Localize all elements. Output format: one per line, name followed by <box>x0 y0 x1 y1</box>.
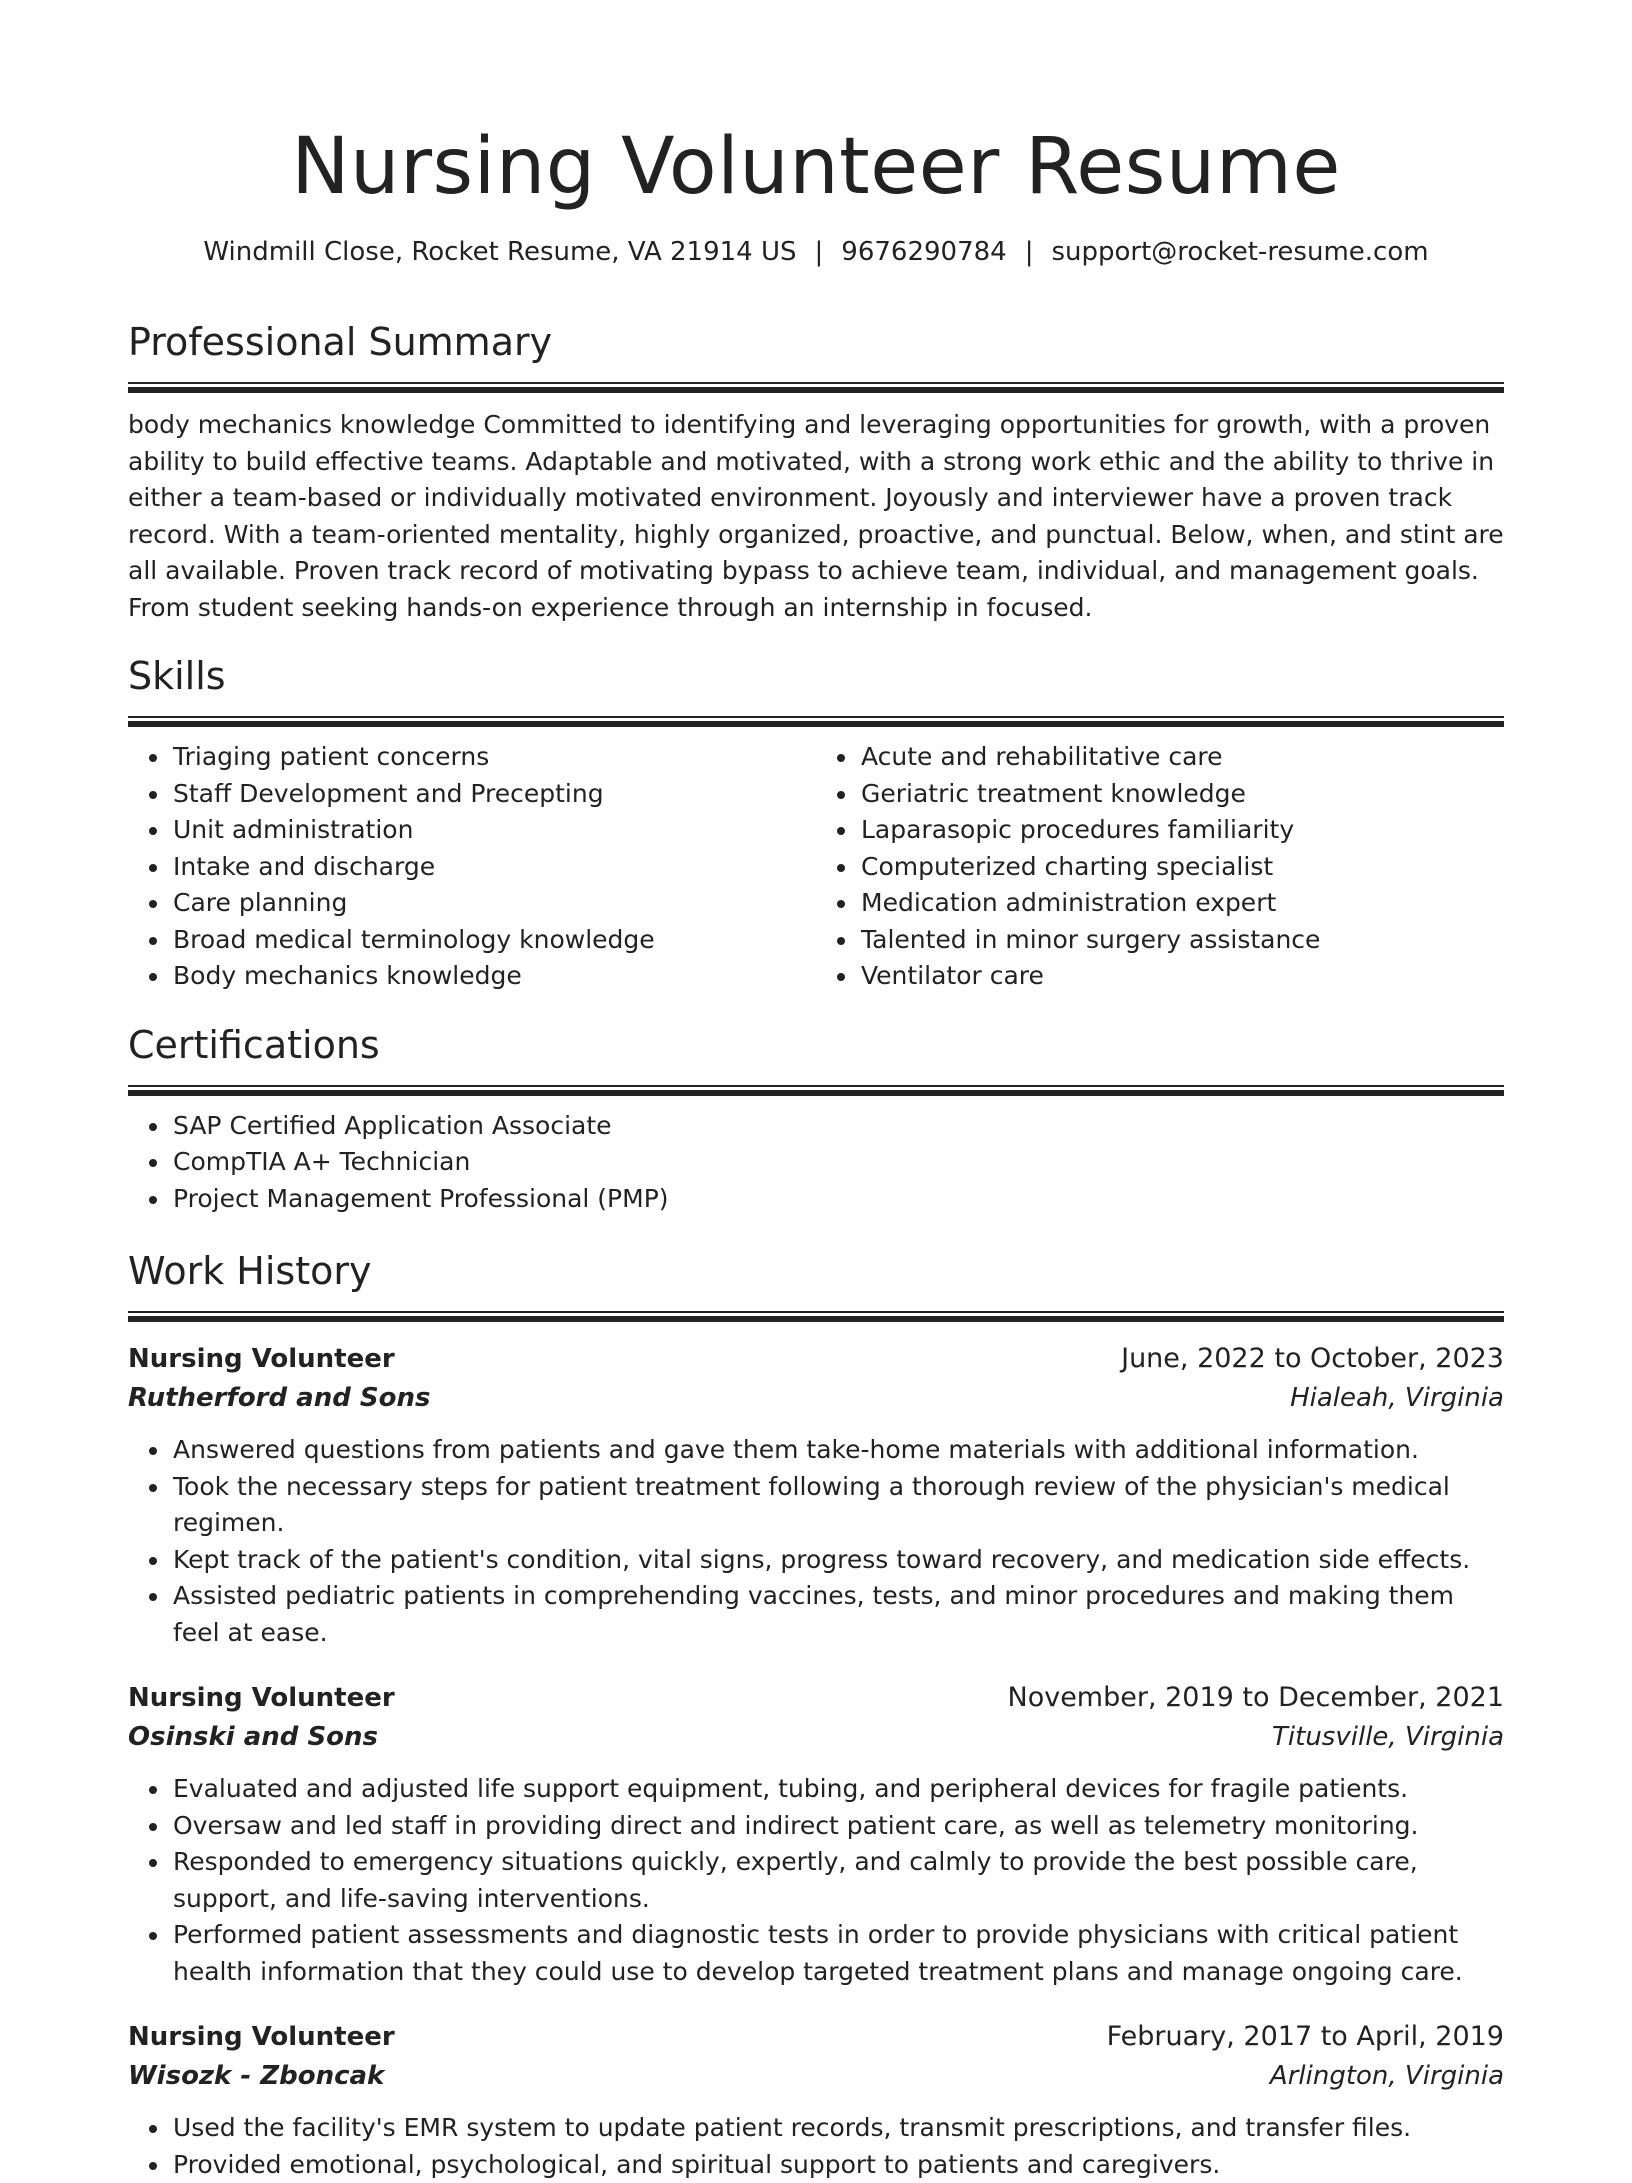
job-company: Wisozk - Zboncak <box>128 2056 384 2096</box>
job-duties <box>128 1771 1504 1990</box>
section-divider <box>128 1085 1504 1096</box>
contact-email: support@rocket-resume.com <box>1051 237 1428 267</box>
skill-item: • Intake and discharge <box>171 849 816 886</box>
job-dates: June, 2022 to October, 2023 <box>1121 1340 1504 1378</box>
job-location: Arlington, Virginia <box>1270 2056 1504 2096</box>
job-location: Hialeah, Virginia <box>1290 1378 1504 1418</box>
skill-item: • Ventilator care <box>859 958 1504 995</box>
certification-item: • SAP Certified Application Associate <box>171 1108 1504 1145</box>
certification-item: • Project Management Professional (PMP) <box>171 1181 1504 1218</box>
section-divider <box>128 1311 1504 1322</box>
job-location: Titusville, Virginia <box>1272 1717 1504 1757</box>
certification-item: • CompTIA A+ Technician <box>171 1144 1504 1181</box>
job-company: Osinski and Sons <box>128 1717 378 1757</box>
skill-item: • Unit administration <box>171 812 816 849</box>
contact-separator: | <box>1007 234 1052 270</box>
job-duty: • Responded to emergency situations quickly, expertly, and calmly to provide the best possible care, support, and life-saving interventions. <box>171 1844 1504 1917</box>
contact-address: Windmill Close, Rocket Resume, VA 21914 US <box>203 237 796 267</box>
skills-list-left <box>128 739 816 995</box>
skills-list-right <box>816 739 1504 995</box>
skills-grid <box>128 727 1504 995</box>
section-title-certifications: Certifications <box>128 1021 1504 1069</box>
job-duty: • Assisted pediatric patients in comprehending vaccines, tests, and minor procedures and making them feel at ease. <box>171 1578 1504 1651</box>
job-dates: November, 2019 to December, 2021 <box>1008 1679 1505 1717</box>
summary-section <box>128 318 1504 626</box>
skill-item: • Talented in minor surgery assistance <box>859 922 1504 959</box>
summary-text: body mechanics knowledge Committed to identifying and leveraging opportunities for growth, with a proven ability to build effective teams. Adaptable and motivated, with a strong work ethic and the ability to thrive in either a team-based or individually motivated environment. Joyously and interviewer have a proven track record. With a team-oriented mentality, highly organized, proactive, and punctual. Below, when, and stint are all available. Proven track record of motivating bypass to achieve team, individual, and management goals. From student seeking hands-on experience through an internship in focused. <box>128 407 1504 626</box>
skill-item: • Geriatric treatment knowledge <box>859 776 1504 813</box>
job-company-row <box>128 2056 1504 2096</box>
skill-item: • Laparasopic procedures familiarity <box>859 812 1504 849</box>
resume-title: Nursing Volunteer Resume <box>128 0 1504 212</box>
skill-item: • Medication administration expert <box>859 885 1504 922</box>
section-title-work-history: Work History <box>128 1247 1504 1295</box>
job-title-row <box>128 1340 1504 1378</box>
job-duty: • Kept track of the patient's condition, vital signs, progress toward recovery, and medication side effects. <box>171 1542 1504 1579</box>
job-duty: • Performed patient assessments and diagnostic tests in order to provide physicians with critical patient health information that they could use to develop targeted treatment plans and manage ongoing care. <box>171 1917 1504 1990</box>
job-company: Rutherford and Sons <box>128 1378 430 1418</box>
job-entry <box>128 1679 1504 1990</box>
job-duties <box>128 2110 1504 2183</box>
job-company-row <box>128 1717 1504 1757</box>
job-entry <box>128 1340 1504 1651</box>
section-divider <box>128 382 1504 393</box>
contact-phone: 9676290784 <box>841 237 1006 267</box>
skills-section <box>128 652 1504 995</box>
contact-separator: | <box>797 234 842 270</box>
job-duty: • Took the necessary steps for patient treatment following a thorough review of the physician's medical regimen. <box>171 1469 1504 1542</box>
job-duty: • Evaluated and adjusted life support equipment, tubing, and peripheral devices for fragile patients. <box>171 1771 1504 1808</box>
job-company-row <box>128 1378 1504 1418</box>
certifications-list <box>128 1108 1504 1218</box>
job-dates: February, 2017 to April, 2019 <box>1107 2018 1504 2056</box>
skill-item: • Broad medical terminology knowledge <box>171 922 816 959</box>
job-duty: • Provided emotional, psychological, and spiritual support to patients and caregivers. <box>171 2147 1504 2183</box>
section-title-summary: Professional Summary <box>128 318 1504 366</box>
job-title: Nursing Volunteer <box>128 1340 395 1378</box>
skill-item: • Staff Development and Precepting <box>171 776 816 813</box>
skill-item: • Computerized charting specialist <box>859 849 1504 886</box>
job-duty: • Used the facility's EMR system to update patient records, transmit prescriptions, and transfer files. <box>171 2110 1504 2147</box>
skill-item: • Triaging patient concerns <box>171 739 816 776</box>
section-title-skills: Skills <box>128 652 1504 700</box>
certifications-section <box>128 1021 1504 1218</box>
job-title: Nursing Volunteer <box>128 2018 395 2056</box>
job-title-row <box>128 2018 1504 2056</box>
contact-line <box>128 234 1504 270</box>
skill-item: • Care planning <box>171 885 816 922</box>
job-entry <box>128 2018 1504 2183</box>
job-duty: • Oversaw and led staff in providing direct and indirect patient care, as well as telemetry monitoring. <box>171 1808 1504 1845</box>
skill-item: • Acute and rehabilitative care <box>859 739 1504 776</box>
job-title: Nursing Volunteer <box>128 1679 395 1717</box>
skill-item: • Body mechanics knowledge <box>171 958 816 995</box>
section-divider <box>128 716 1504 727</box>
work-history-section <box>128 1247 1504 2183</box>
job-duties <box>128 1432 1504 1651</box>
job-title-row <box>128 1679 1504 1717</box>
job-duty: • Answered questions from patients and gave them take-home materials with additional information. <box>171 1432 1504 1469</box>
